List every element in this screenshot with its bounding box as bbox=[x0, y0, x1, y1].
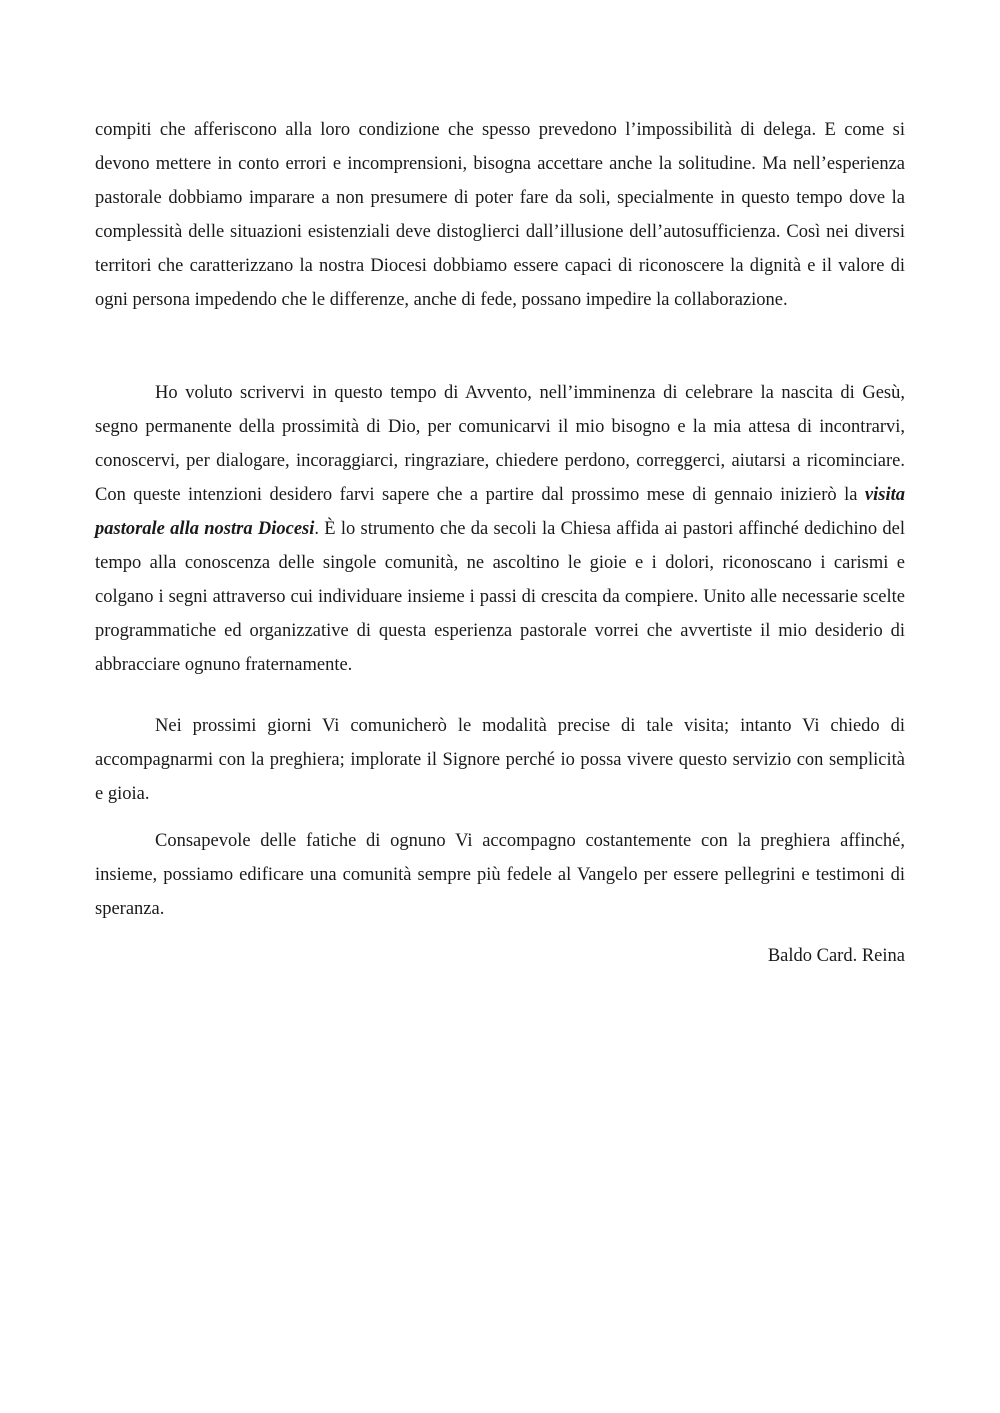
paragraph-text-after: . È lo strumento che da secoli la Chiesa affida ai pastori affinché dedichino del tempo alla conoscenza delle singole comunità, ne ascoltino le gioie e i dolori, riconoscano i carismi e colgano i segni attraverso cui individuare insieme i passi di crescita da compiere. Unito alle necessarie scelte programmatiche ed organizzative di questa esperienza pastorale vorrei che avvertiste il mio desiderio di abbracciare ognuno fraternamente. bbox=[95, 519, 905, 675]
paragraph-text-before: Ho voluto scrivervi in questo tempo di Avvento, nell’imminenza di celebrare la nascita di Gesù, segno permanente della prossimità di Dio, per comunicarvi il mio bisogno e la mia attesa di incontrarvi, conoscervi, per dialogare, incoraggiarci, ringraziare, chiedere perdono, correggerci, aiutarsi a ricominciare. Con queste intenzioni desidero farvi sapere che a partire dal prossimo mese di gennaio inizierò la bbox=[95, 383, 905, 505]
paragraph-closing: Consapevole delle fatiche di ognuno Vi accompagno costantemente con la preghiera affinché, insieme, possiamo edificare una comunità sempre più fedele al Vangelo per essere pellegrini e testimoni di speranza. bbox=[95, 831, 905, 919]
paragraph-visita-pastorale bbox=[95, 376, 905, 682]
paragraph-modalita: Nei prossimi giorni Vi comunicherò le modalità precise di tale visita; intanto Vi chiedo di accompagnarmi con la preghiera; implorate il Signore perché io possa vivere questo servizio con semplicità e gioia. bbox=[95, 716, 905, 804]
emphasis-visita-pastorale: visita pastorale alla nostra Diocesi bbox=[95, 485, 905, 539]
paragraph-continuation: compiti che afferiscono alla loro condizione che spesso prevedono l’impossibilità di delega. E come si devono mettere in conto errori e incomprensioni, bisogna accettare anche la solitudine. Ma nell’esperienza pastorale dobbiamo imparare a non presumere di poter fare da soli, specialmente in questo tempo dove la complessità delle situazioni esistenziali deve distoglierci dall’illusione dell’autosufficienza. Così nei diversi territori che caratterizzano la nostra Diocesi dobbiamo essere capaci di riconoscere la dignità e il valore di ogni persona impedendo che le differenze, anche di fede, possano impedire la collaborazione. bbox=[95, 120, 905, 310]
signature: Baldo Card. Reina bbox=[767, 946, 905, 966]
